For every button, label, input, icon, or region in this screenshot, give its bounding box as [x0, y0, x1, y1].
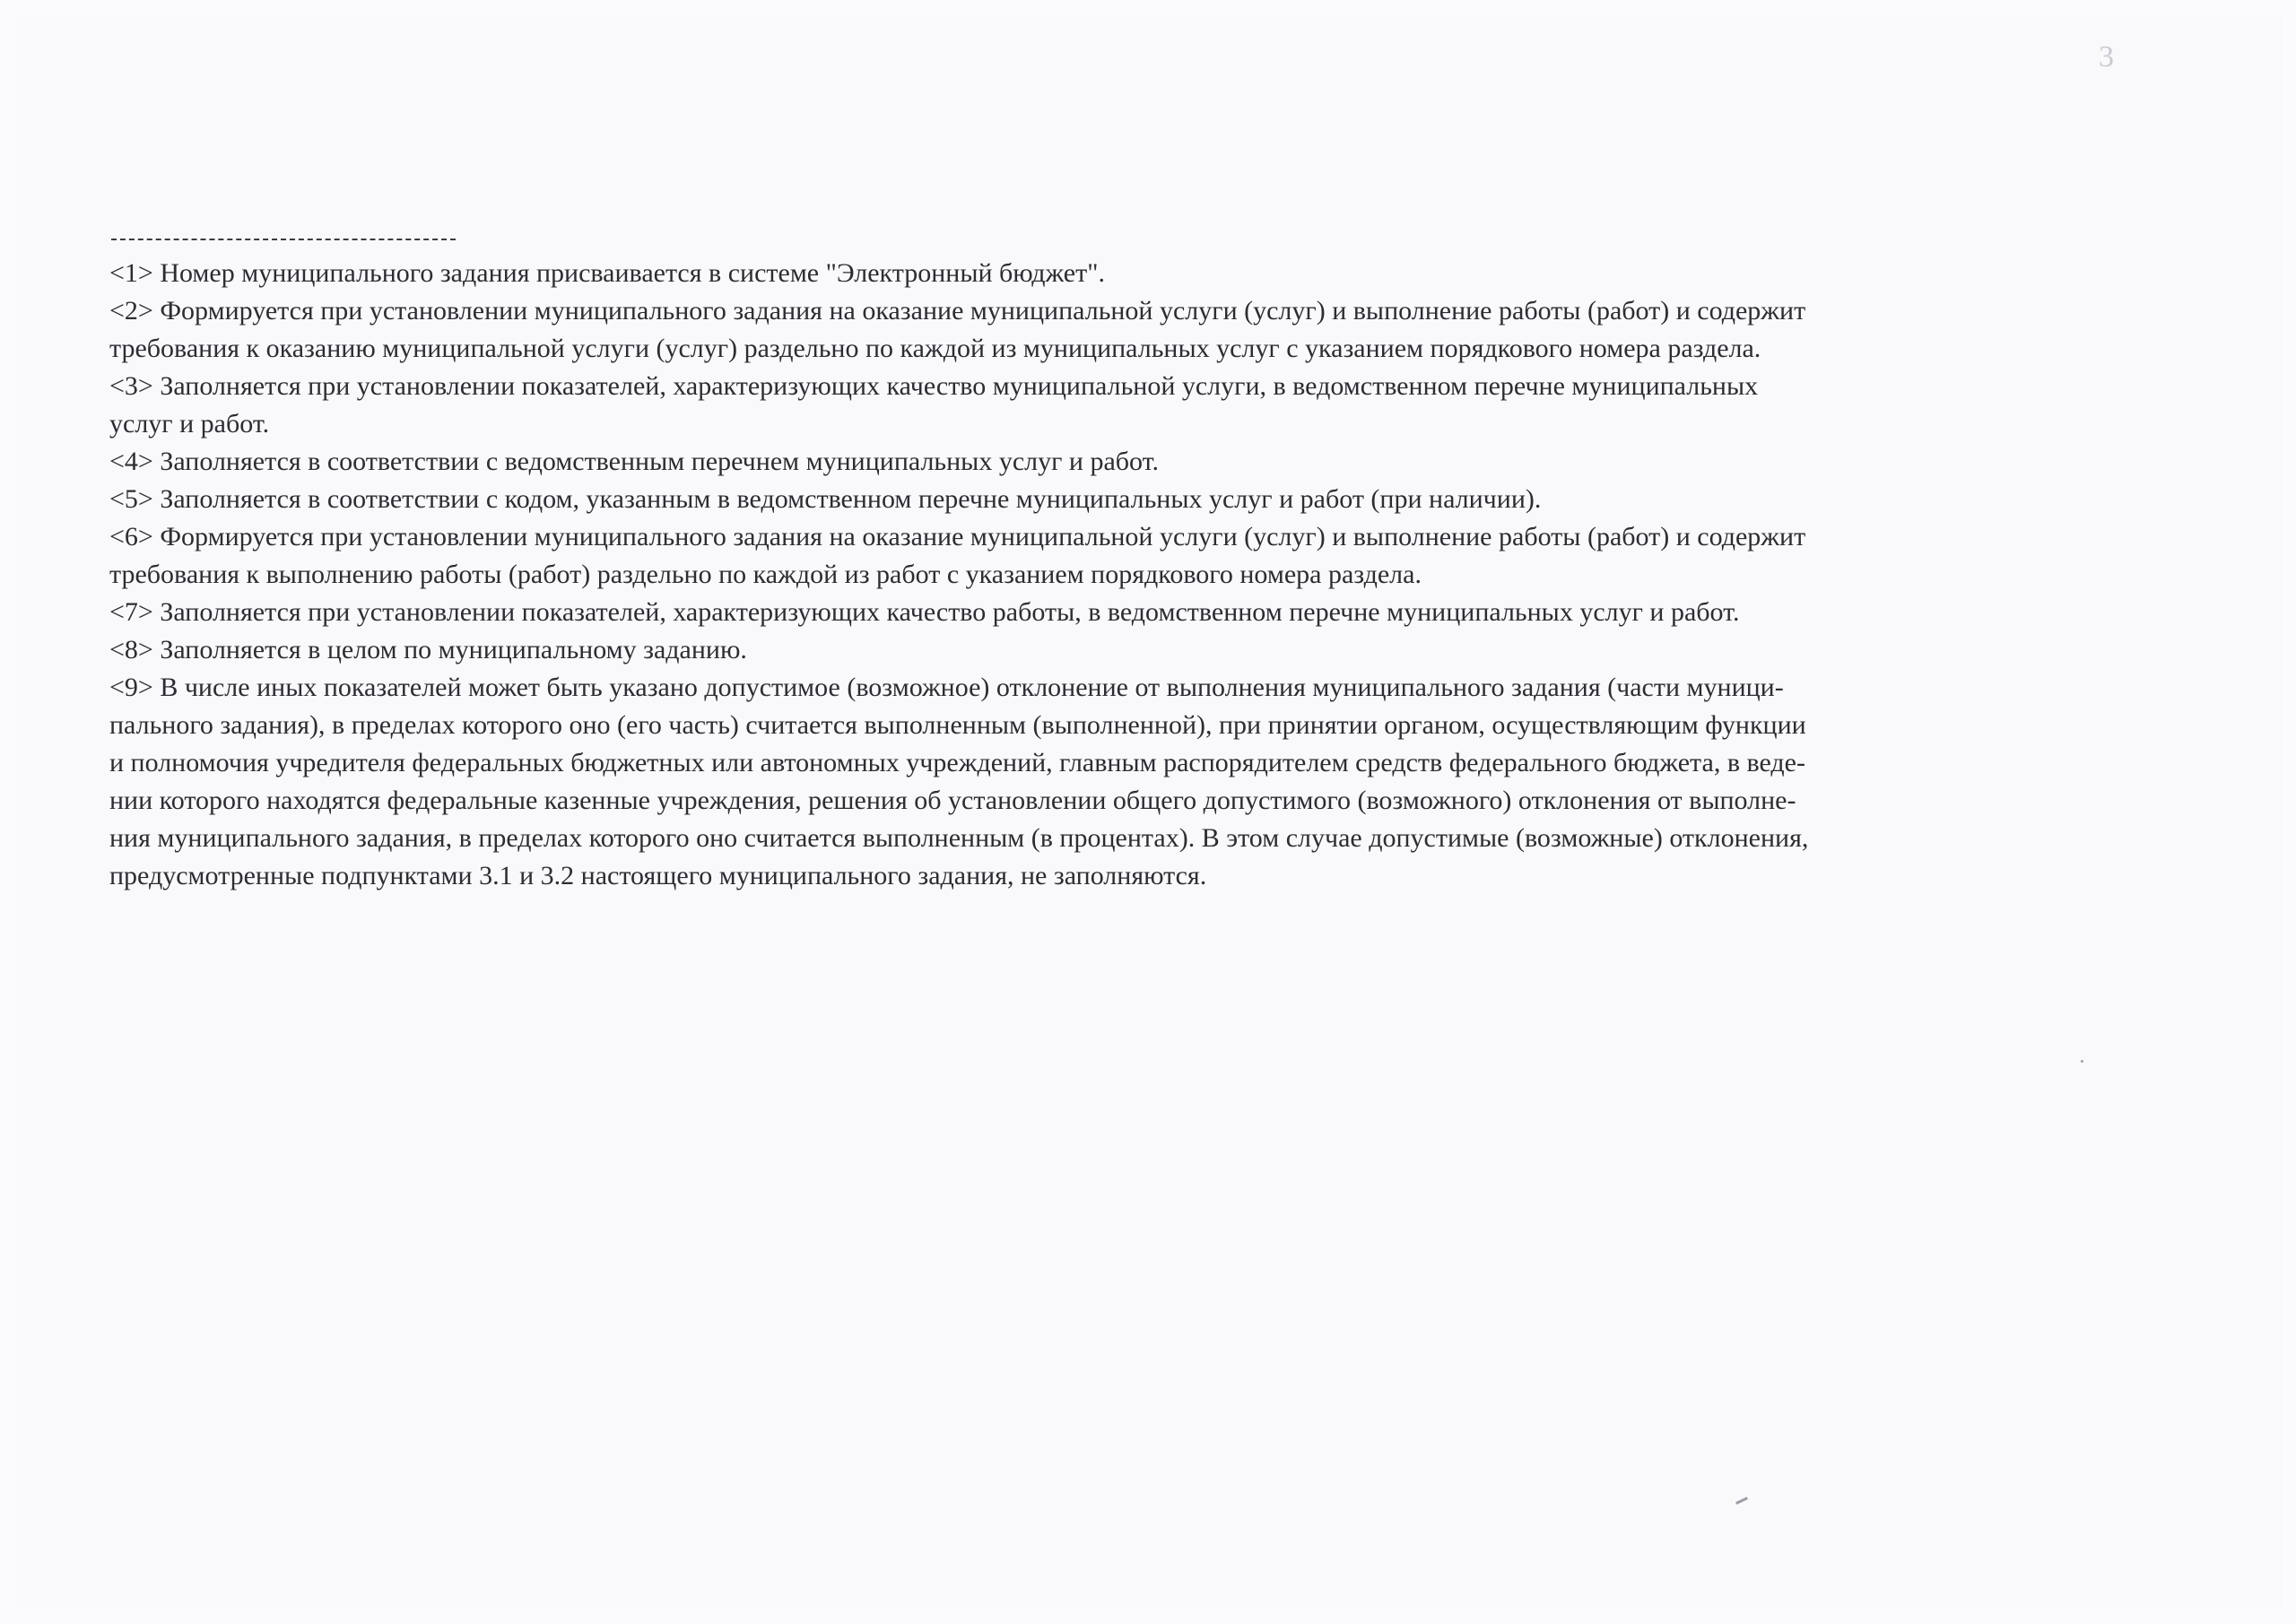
footnote-line: пального задания), в пределах которого оно (его часть) считается выполненным (выполненной), при принятии органом, осуществляющим функции	[109, 710, 1806, 740]
footnote-line: ния муниципального задания, в пределах которого оно считается выполненным (в процентах). В этом случае допустимые (возможные) отклонения,	[109, 823, 1809, 853]
footnote-line: <3> Заполняется при установлении показателей, характеризующих качество муниципальной услуги, в ведомственном перечне муниципальных	[109, 371, 1759, 401]
footnote-6	[109, 518, 2199, 594]
footnote-5	[109, 481, 2199, 518]
page-number: 3	[2099, 40, 2119, 74]
footnote-line: нии которого находятся федеральные казенные учреждения, решения об установлении общего допустимого (возможного) отклонения от выполне-	[109, 786, 1796, 815]
footnote-line: требования к выполнению работы (работ) раздельно по каждой из работ с указанием порядкового номера раздела.	[109, 560, 1422, 589]
footnotes-block	[109, 239, 2199, 895]
separator-spacer	[109, 239, 2199, 255]
footnote-1	[109, 255, 2199, 292]
footnote-line: <9> В числе иных показателей может быть указано допустимое (возможное) отклонение от выполнения муниципального задания (части муници-	[109, 673, 1784, 702]
footnote-line: <2> Формируется при установлении муниципального задания на оказание муниципальной услуги (услуг) и выполнение работы (работ) и содержит	[109, 296, 1806, 326]
footnote-line: требования к оказанию муниципальной услуги (услуг) раздельно по каждой из муниципальных услуг с указанием порядкового номера раздела.	[109, 334, 1761, 363]
footnote-line: услуг и работ.	[109, 409, 270, 439]
footnote-8	[109, 631, 2199, 669]
footnote-7	[109, 594, 2199, 631]
footnote-line: <8> Заполняется в целом по муниципальному заданию.	[109, 635, 747, 664]
footnote-line: и полномочия учредителя федеральных бюджетных или автономных учреждений, главным распорядителем средств федерального бюджета, в веде-	[109, 748, 1805, 777]
footnote-line: <7> Заполняется при установлении показателей, характеризующих качество работы, в ведомственном перечне муниципальных услуг и работ.	[109, 597, 1740, 627]
footnote-line: <1> Номер муниципального задания присваивается в системе "Электронный бюджет".	[109, 258, 1105, 288]
footnote-3	[109, 368, 2199, 443]
footnote-4	[109, 443, 2199, 481]
footnote-2	[109, 292, 2199, 368]
footnote-line: предусмотренные подпунктами 3.1 и 3.2 настоящего муниципального задания, не заполняются.	[109, 861, 1207, 890]
footnote-9	[109, 669, 2199, 895]
footnote-line: <6> Формируется при установлении муниципального задания на оказание муниципальной услуги (услуг) и выполнение работы (работ) и содержит	[109, 522, 1806, 551]
footnote-line: <4> Заполняется в соответствии с ведомственным перечнем муниципальных услуг и работ.	[109, 447, 1159, 476]
scan-speck	[2081, 1060, 2083, 1063]
footnote-line: <5> Заполняется в соответствии с кодом, указанным в ведомственном перечне муниципальных услуг и работ (при наличии).	[109, 484, 1542, 514]
